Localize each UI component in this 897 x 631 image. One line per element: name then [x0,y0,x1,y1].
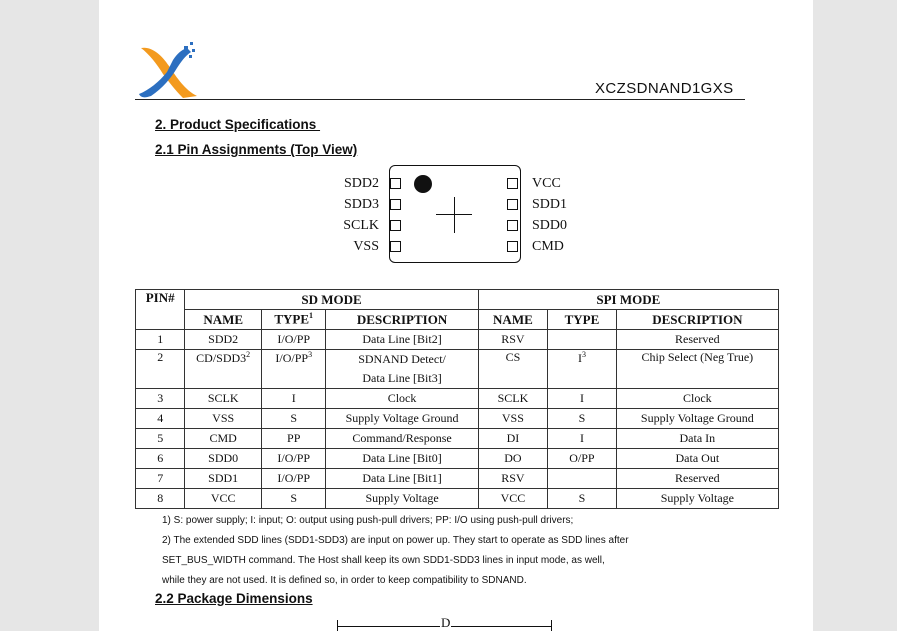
cell-sd-type: I/O/PP [261,449,326,469]
section-heading-product-specs: 2. Product Specifications [155,117,321,132]
cell-spi-name: CS [478,350,548,389]
header-spi-name: NAME [478,310,548,330]
footnotes [162,511,629,591]
cell-pin: 5 [136,429,185,449]
document-id: XCZSDNAND1GXS [595,80,734,97]
cell-spi-desc: Reserved [616,330,778,350]
pin-pad [507,241,518,252]
header-spi-description: DESCRIPTION [616,310,778,330]
center-cross [454,197,455,233]
pin-label-right: SDD1 [532,197,568,212]
cell-sd-type: S [261,489,326,509]
cell-spi-desc: Reserved [616,469,778,489]
cell-spi-type: S [548,489,617,509]
cell-sd-name: CMD [185,429,262,449]
cell-sd-name: SCLK [185,389,262,409]
pin-label-left: SCLK [343,218,379,233]
pin-diagram [99,160,813,270]
cell-sd-type: I [261,389,326,409]
cell-sd-type: I/O/PP [261,469,326,489]
section-heading-package-dimensions: 2.2 Package Dimensions [155,591,313,606]
cell-spi-type [548,330,617,350]
cell-spi-type: S [548,409,617,429]
section-heading-pin-assignments: 2.1 Pin Assignments (Top View) [155,142,358,157]
cell-spi-desc: Chip Select (Neg True) [616,350,778,389]
header-sd-name: NAME [185,310,262,330]
cell-sd-type: $I/O/PP^3$ [261,350,326,389]
cell-pin: 8 [136,489,185,509]
cell-sd-desc: SDNAND Detect/ Data Line [Bit3] [326,350,478,389]
document-page [99,0,813,631]
cell-sd-desc: Clock [326,389,478,409]
header-spi-mode: SPI MODE [478,290,778,310]
cell-spi-name: DO [478,449,548,469]
footnote-line: SET_BUS_WIDTH command. The Host shall keep its own SDD1-SDD3 lines in input mode, as well, [162,555,605,566]
cell-spi-type: I [548,429,617,449]
pin-label-left: SDD3 [343,197,379,212]
cell-spi-desc: Clock [616,389,778,409]
cell-sd-desc: Supply Voltage Ground [326,409,478,429]
cell-spi-name: RSV [478,330,548,350]
footnote-line: 1) S: power supply; I: input; O: output using push-pull drivers; PP: I/O using push-pull drivers; [162,515,574,526]
cell-pin: 4 [136,409,185,429]
pin-pad [507,220,518,231]
pin1-marker [414,175,432,193]
table-row [136,350,779,389]
cell-sd-desc: Command/Response [326,429,478,449]
cell-spi-name: DI [478,429,548,449]
cell-sd-name: SDD0 [185,449,262,469]
cell-spi-name: VSS [478,409,548,429]
cell-spi-type: I [548,389,617,409]
cell-pin: 6 [136,449,185,469]
header-sd-description: DESCRIPTION [326,310,478,330]
table-row [136,409,779,429]
cell-spi-type: $I^3$ [548,350,617,389]
table-row [136,429,779,449]
pin-table [135,289,779,509]
pin-label-right: VCC [532,176,561,191]
header-pin: PIN# [136,290,185,330]
cell-spi-desc: Supply Voltage Ground [616,409,778,429]
pin-label-right: CMD [532,239,564,254]
cell-pin: 7 [136,469,185,489]
cell-sd-name: VSS [185,409,262,429]
cell-sd-name: SDD2 [185,330,262,350]
cell-pin: 2 [136,350,185,389]
header-spi-type: TYPE [548,310,617,330]
cell-spi-desc: Data Out [616,449,778,469]
cell-sd-type: PP [261,429,326,449]
dimension-label: D [441,615,451,630]
cell-sd-desc: Supply Voltage [326,489,478,509]
cell-sd-type: I/O/PP [261,330,326,350]
cell-sd-name: SDD1 [185,469,262,489]
table-row [136,489,779,509]
cell-spi-name: SCLK [478,389,548,409]
pin-pad [507,178,518,189]
footnote-line: while they are not used. It is defined so, in order to keep compatibility to SDNAND. [162,575,527,586]
cell-spi-desc: Supply Voltage [616,489,778,509]
dimension-tick [551,620,552,631]
cell-sd-name: VCC [185,489,262,509]
cell-spi-type: O/PP [548,449,617,469]
cell-spi-desc: Data In [616,429,778,449]
cell-sd-type: S [261,409,326,429]
table-row [136,330,779,350]
cell-sd-desc: Data Line [Bit2] [326,330,478,350]
cell-sd-name: $CD/SDD3^2$ [185,350,262,389]
cell-sd-desc: Data Line [Bit0] [326,449,478,469]
cell-spi-name: RSV [478,469,548,489]
cell-pin: 3 [136,389,185,409]
table-row [136,469,779,489]
company-logo [137,42,201,100]
header-sd-type: TYPE$^1$ [261,310,326,330]
header-sd-mode: SD MODE [185,290,478,310]
pin-label-left: VSS [353,239,379,254]
table-row [136,389,779,409]
pin-label-left: SDD2 [343,176,379,191]
pin-pad [507,199,518,210]
table-row [136,449,779,469]
header-rule [135,99,745,100]
cell-spi-type [548,469,617,489]
cell-spi-name: VCC [478,489,548,509]
pin-label-right: SDD0 [532,218,568,233]
cell-sd-desc: Data Line [Bit1] [326,469,478,489]
cell-pin: 1 [136,330,185,350]
footnote-line: 2) The extended SDD lines (SDD1-SDD3) are input on power up. They start to operate as SDD lines after [162,535,629,546]
